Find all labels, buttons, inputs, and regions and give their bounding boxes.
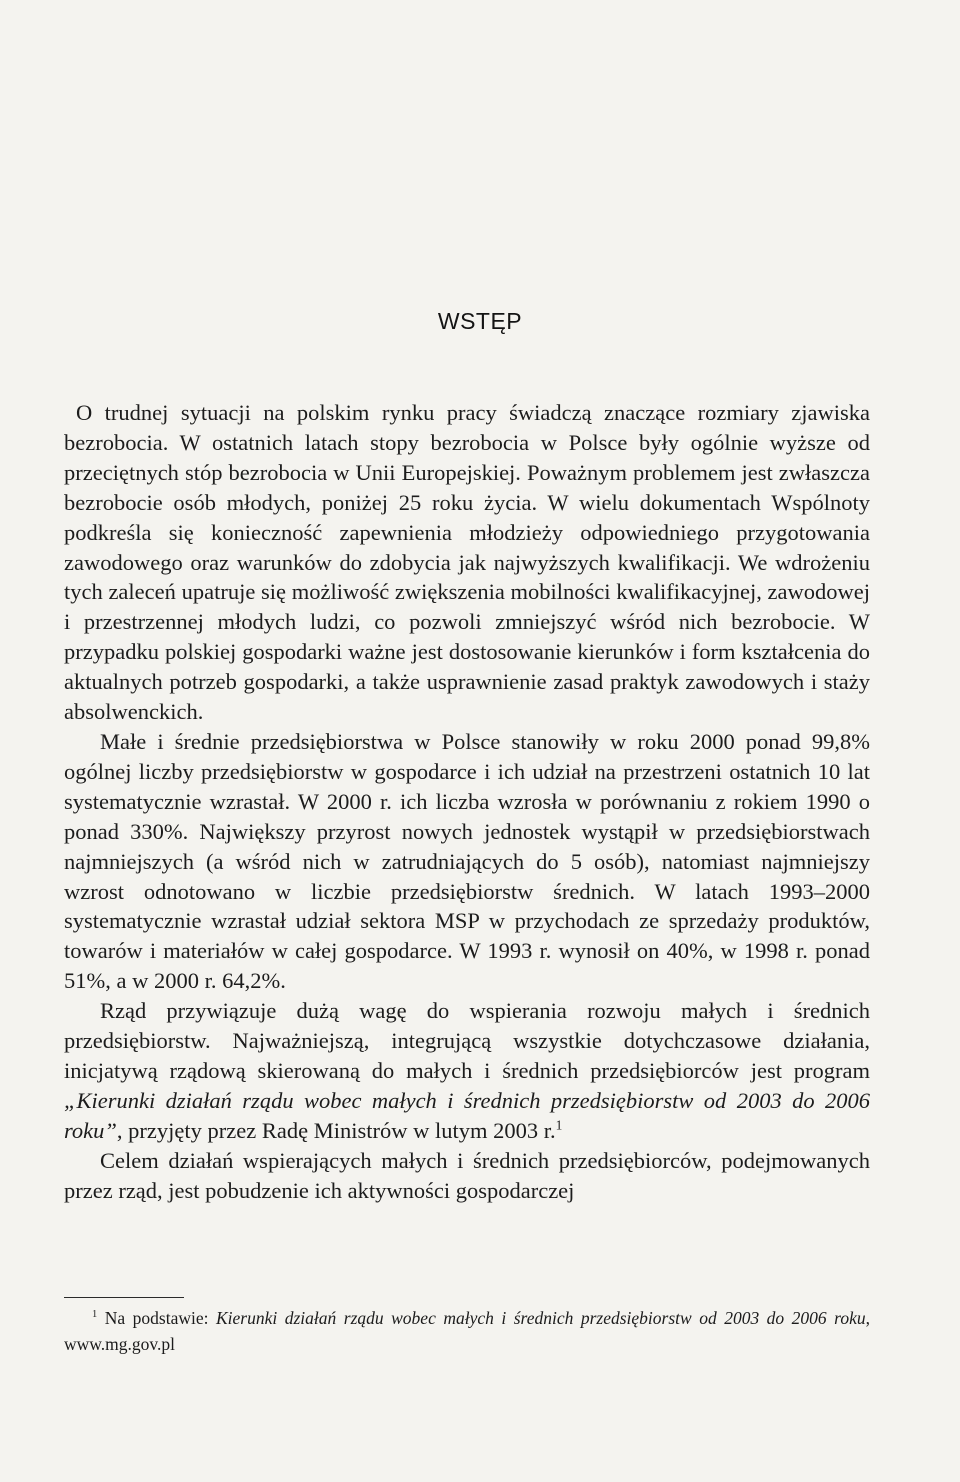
paragraph-2: Małe i średnie przedsiębiorstwa w Polsce stanowiły w roku 2000 ponad 99,8% ogólnej liczby przedsiębiorstw w gospodarce i ich udział na przestrzeni ostatnich 10 lat systematycznie wzrastał. W 2000 r. ich liczba wzrosła w porównaniu z rokiem 1990 o ponad 330%. Największy przyrost nowych jednostek wystąpił w przedsiębiorstwach najmniejszych (a wśród nich w zatrudniających do 5 osób), natomiast najmniejszy wzrost odnotowano w liczbie przedsiębiorstw średnich. W latach 1993–2000 systematycznie wzrastał udział sektora MSP w przychodach ze sprzedaży produktów, towarów i materiałów w całej gospodarce. W 1993 r. wynosił on 40%, w 1998 r. ponad 51%, a w 2000 r. 64,2%. [64, 728, 870, 994]
paragraph-3 [64, 996, 870, 1146]
footnote-reference[interactable]: 1 [555, 1117, 563, 1133]
page-title: WSTĘP [437, 308, 523, 334]
program-title-italic: „Kierunki działań rządu wobec małych i średnich przedsiębiorstw od 2003 do 2006 roku” [64, 1087, 870, 1143]
paragraph-3-text-after: , przyjęty przez Radę Ministrów w lutym 2003 r. [116, 1117, 556, 1143]
paragraph-4: Celem działań wspierających małych i średnich przedsiębiorców, podejmowanych przez rząd, jest pobudzenie ich aktywności gospodarczej [64, 1147, 870, 1203]
footnote-prefix: Na podstawie: [104, 1308, 216, 1328]
footnote-source-title: Kierunki działań rządu wobec małych i średnich przedsiębiorstw od 2003 do 2006 roku [215, 1308, 866, 1328]
paragraph-3-text-before: Rząd przywiązuje dużą wagę do wspierania rozwoju małych i średnich przedsiębiorstw. Najważniejszą, integrującą wszystkie dotychczasowe działania, inicjatywą rządową skierowaną do małych i średnich przedsiębiorców jest program [64, 998, 870, 1083]
footnote-mark: 1 [92, 1309, 98, 1321]
footnote [64, 1305, 870, 1357]
paragraph-1: O trudnej sytuacji na polskim rynku pracy świadczą znaczące rozmiary zjawiska bezrobocia. W ostatnich latach stopy bezrobocia w Polsce były ogólnie wyższe od przeciętnych stóp bezrobocia w Unii Europejskiej. Poważnym problemem jest zwłaszcza bezrobocie osób młodych, poniżej 25 roku życia. W wielu dokumentach Wspólnoty podkreśla się konieczność zapewnienia młodzieży odpowiedniego przygotowania zawodowego oraz warunków do zdobycia jak najwyższych kwalifikacji. We wdrożeniu tych zaleceń upatruje się możliwość zwiększenia mobilności kwalifikacyjnej, zawodowej i przestrzennej młodych ludzi, co pozwoli zmniejszyć wśród nich bezrobocie. W przypadku polskiej gospodarki ważne jest dostosowanie kierunków i form kształcenia do aktualnych potrzeb gospodarki, a także usprawnienie zasad praktyk zawodowych i staży absolwenckich. [64, 400, 870, 725]
footnote-divider [64, 1297, 184, 1298]
footnote-suffix: , www.mg.gov.pl [64, 1308, 870, 1354]
body-text [64, 398, 870, 1205]
